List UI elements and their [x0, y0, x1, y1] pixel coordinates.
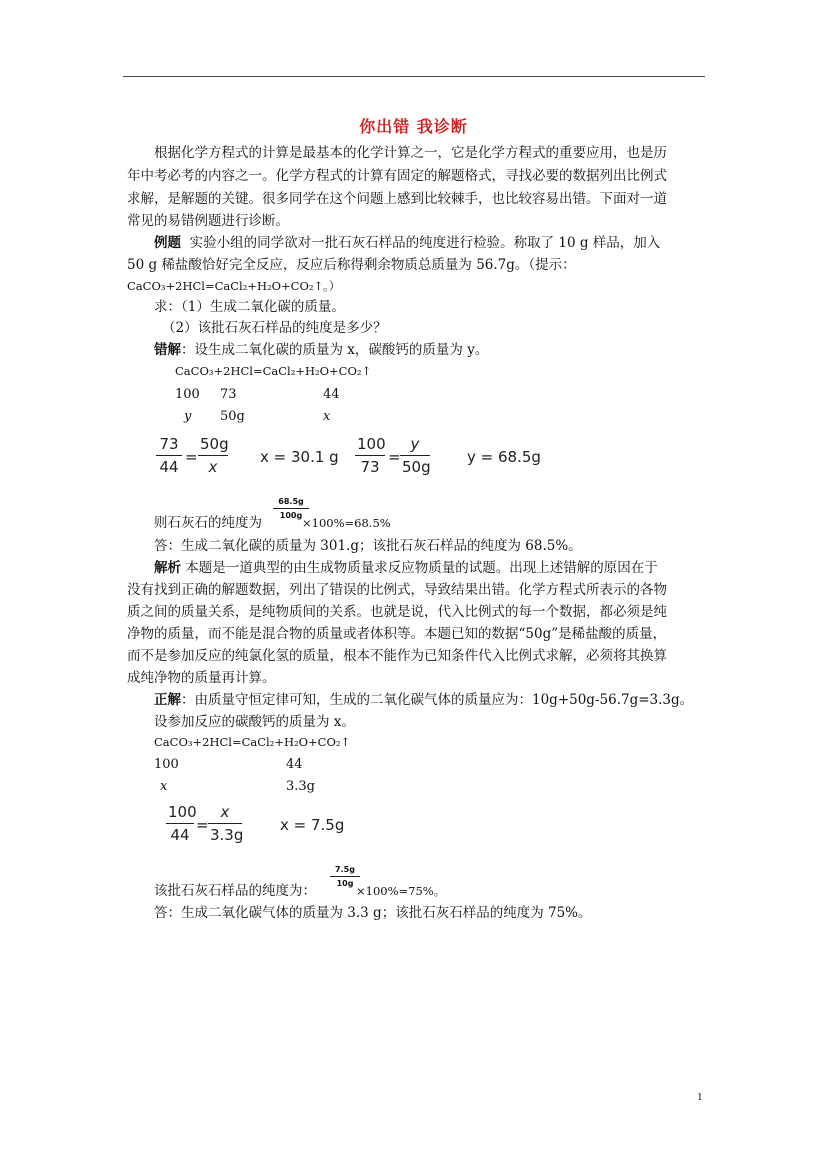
correct-assumption: 设参加反应的碳酸钙的质量为 x。: [154, 714, 355, 730]
analysis-line: [154, 558, 658, 578]
denominator: 73: [360, 458, 380, 476]
question-1: 求：（1）生成二氧化碳的质量。: [154, 299, 345, 315]
fraction: [198, 435, 228, 476]
wrong-row-value: x: [323, 409, 331, 424]
example-line: [154, 233, 660, 253]
correct-solution-intro: [154, 690, 693, 710]
wrong-row-value: 73: [220, 387, 237, 402]
question-2: （2）该批石灰石样品的纯度是多少？: [162, 320, 387, 336]
result-x: x = 30.1 g: [260, 448, 339, 466]
wrong-purity-line: [154, 513, 391, 533]
correct-label: 正解: [154, 692, 181, 708]
correct-row-value: 44: [286, 757, 303, 772]
fraction: [355, 435, 385, 476]
numerator: 68.5g: [278, 497, 304, 506]
numerator: 100: [168, 803, 197, 821]
analysis-line: 净物的质量，而不能是混合物的质量或者体积等。本题已知的数据“50g”是稀盐酸的质量，: [127, 626, 667, 642]
fraction: [400, 435, 430, 476]
correct-text: ：由质量守恒定律可知，生成的二氧化碳气体的质量应为：10g+50g-56.7g=3.3g。: [181, 692, 694, 708]
purity-suffix: ×100%=68.5%: [302, 516, 391, 530]
denominator: 50g: [402, 458, 431, 476]
equals-sign: =: [196, 816, 209, 834]
denominator: 44: [159, 458, 179, 476]
equals-sign: =: [185, 448, 198, 466]
correct-row-value: 3.3g: [286, 779, 315, 794]
wrong-equation: CaCO₃+2HCl=CaCl₂+H₂O+CO₂↑: [175, 364, 372, 378]
analysis-line: 质之间的质量关系，是纯物质间的关系。也就是说，代入比例式的每一个数据，都必须是纯: [127, 604, 667, 620]
result-y: y = 68.5g: [467, 448, 541, 466]
wrong-answer: 答：生成二氧化碳的质量为 301.g；该批石灰石样品的纯度为 68.5%。: [154, 538, 582, 554]
wrong-solution-intro: [154, 340, 488, 360]
page-number: 1: [697, 1091, 703, 1103]
numerator: 50g: [200, 435, 229, 453]
wrong-intro-text: ：设生成二氧化碳的质量为 x，碳酸钙的质量为 y。: [181, 342, 489, 358]
equals-sign: =: [388, 448, 401, 466]
numerator: 100: [357, 435, 386, 453]
result-x: x = 7.5g: [280, 816, 345, 834]
wrong-row-value: y: [184, 409, 192, 424]
correct-equation: CaCO₃+2HCl=CaCl₂+H₂O+CO₂↑: [154, 735, 351, 749]
intro-line: 年中考必考的内容之一。化学方程式的计算有固定的解题格式，寻找必要的数据列出比例式: [127, 168, 667, 184]
correct-answer: 答：生成二氧化碳气体的质量为 3.3 g；该批石灰石样品的纯度为 75%。: [154, 905, 592, 921]
intro-line: 求解，是解题的关键。很多同学在这个问题上感到比较棘手，也比较容易出错。下面对一道: [127, 191, 667, 207]
wrong-row-value: 44: [323, 387, 340, 402]
example-line: 50 g 稀盐酸恰好完全反应，反应后称得剩余物质总质量为 56.7g。（提示：: [127, 257, 576, 273]
wrong-row-value: 50g: [220, 409, 245, 424]
denominator: 10g: [336, 879, 354, 888]
numerator: 73: [159, 435, 179, 453]
denominator: 100g: [279, 511, 303, 520]
correct-purity-line: [154, 881, 445, 901]
denominator: x: [208, 458, 218, 476]
correct-row-value: x: [160, 779, 168, 794]
wrong-row-value: 100: [175, 387, 200, 402]
wrong-label: 错解: [154, 342, 181, 358]
correct-row-value: 100: [154, 757, 179, 772]
purity-prefix: 则石灰石的纯度为: [154, 515, 262, 531]
purity-prefix: 该批石灰石样品的纯度为：: [154, 883, 316, 899]
numerator: 7.5g: [335, 865, 355, 874]
example-label: 例题: [154, 235, 181, 251]
fraction: [156, 435, 182, 476]
numerator: y: [410, 435, 420, 453]
analysis-label: 解析: [154, 560, 181, 576]
page-title: 你出错 我诊断: [359, 117, 468, 136]
example-hint: CaCO₃+2HCl=CaCl₂+H₂O+CO₂↑。）: [127, 279, 341, 293]
analysis-line: 成纯净物的质量再计算。: [127, 670, 276, 686]
analysis-text: 本题是一道典型的由生成物质量求反应物质量的试题。出现上述错解的原因在于: [181, 560, 658, 576]
example-text: 实验小组的同学欲对一批石灰石样品的纯度进行检验。称取了 10 g 样品，加入: [189, 235, 661, 251]
purity-suffix: ×100%=75%。: [356, 884, 446, 898]
denominator: 3.3g: [210, 826, 244, 844]
denominator: 44: [170, 826, 190, 844]
numerator: x: [220, 803, 230, 821]
fraction: [208, 803, 242, 844]
header-rule: [123, 76, 705, 77]
intro-line: 根据化学方程式的计算是最基本的化学计算之一，它是化学方程式的重要应用，也是历: [154, 145, 667, 161]
intro-line: 常见的易错例题进行诊断。: [127, 213, 289, 229]
fraction: [166, 803, 197, 844]
analysis-line: 没有找到正确的解题数据，列出了错误的比例式，导致结果出错。化学方程式所表示的各物: [127, 582, 667, 598]
analysis-line: 而不是参加反应的纯氯化氢的质量，根本不能作为已知条件代入比例式求解，必须将其换算: [127, 648, 667, 664]
